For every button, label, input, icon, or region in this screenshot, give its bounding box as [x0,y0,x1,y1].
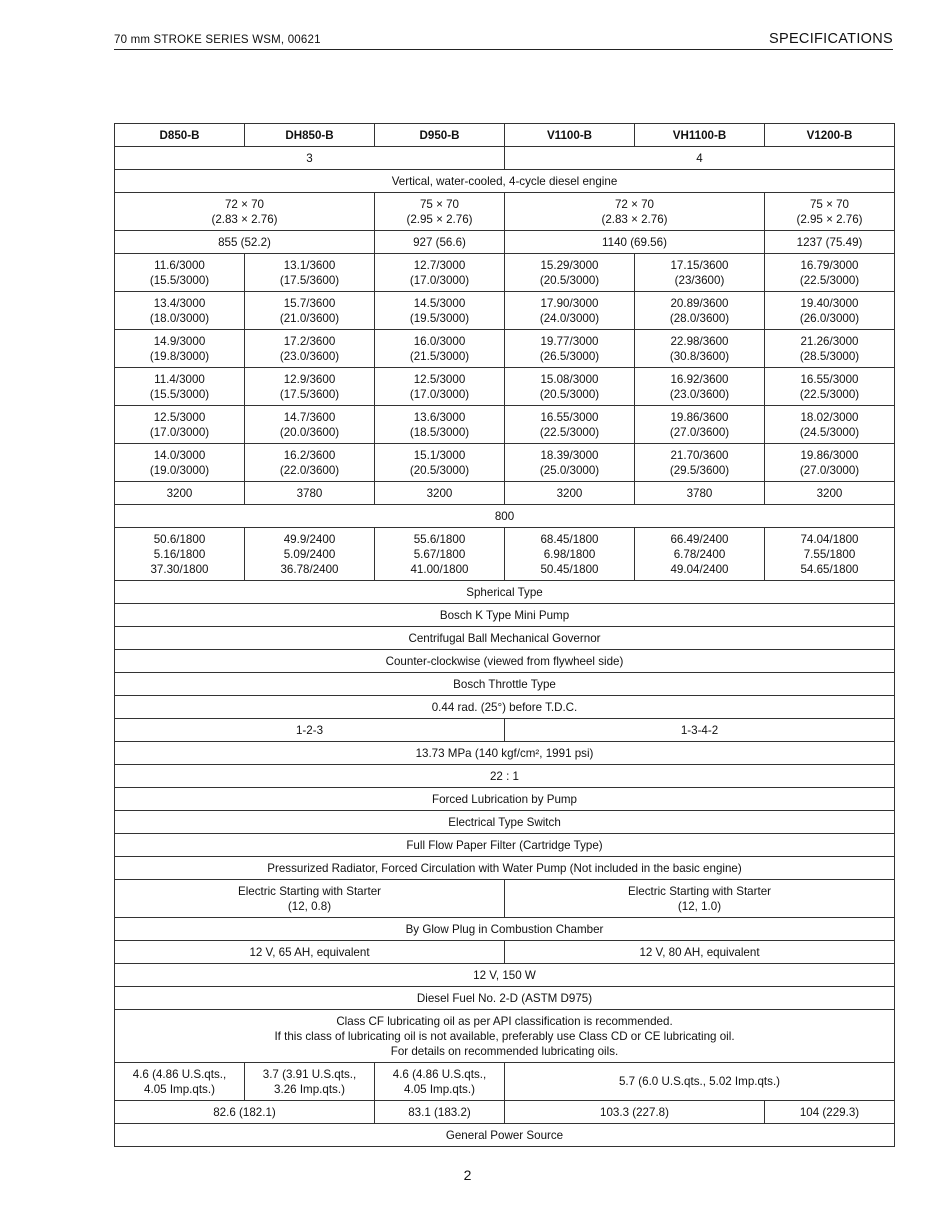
injection-timing-row [115,696,895,719]
battery-row [115,941,895,964]
power-cell: 19.86/3000 (27.0/3000) [765,444,895,482]
torque-cell: 49.9/2400 5.09/2400 36.78/2400 [245,528,375,581]
max-speed-row [115,482,895,505]
idle-speed-row [115,505,895,528]
governor-cell: Centrifugal Ball Mechanical Governor [115,627,895,650]
bore-stroke-cell: 75 × 70 (2.95 × 2.76) [375,193,505,231]
oil-capacity-row [115,1063,895,1101]
injection-nozzle-cell: Bosch Throttle Type [115,673,895,696]
power-cell: 12.9/3600 (17.5/3600) [245,368,375,406]
power-cell: 16.0/3000 (21.5/3000) [375,330,505,368]
governor-row [115,627,895,650]
lube-oil-row [115,1010,895,1063]
preheating-row [115,918,895,941]
power-cell: 15.08/3000 (20.5/3000) [505,368,635,406]
application-cell: General Power Source [115,1124,895,1147]
combustion-chamber-row [115,581,895,604]
model-v1100b-header: V1100-B [505,124,635,147]
max-speed-cell: 3200 [375,482,505,505]
power-cell: 14.9/3000 (19.8/3000) [115,330,245,368]
power-cell: 14.0/3000 (19.0/3000) [115,444,245,482]
displacement-cell: 1140 (69.56) [505,231,765,254]
power-cell: 13.1/3600 (17.5/3600) [245,254,375,292]
starting-cell: Electric Starting with Starter (12, 1.0) [505,880,895,918]
oil-pressure-indication-cell: Electrical Type Switch [115,811,895,834]
max-speed-cell: 3780 [635,482,765,505]
power-cell: 17.15/3600 (23/3600) [635,254,765,292]
weight-cell: 83.1 (183.2) [375,1101,505,1124]
power-cell: 11.6/3000 (15.5/3000) [115,254,245,292]
torque-cell: 50.6/1800 5.16/1800 37.30/1800 [115,528,245,581]
starting-row [115,880,895,918]
power-cell: 19.77/3000 (26.5/3000) [505,330,635,368]
power-cell: 16.2/3600 (22.0/3600) [245,444,375,482]
fuel-cell: Diesel Fuel No. 2-D (ASTM D975) [115,987,895,1010]
max-speed-cell: 3200 [765,482,895,505]
specifications-table [114,123,895,1147]
injection-pressure-row [115,742,895,765]
firing-order-cell: 1-2-3 [115,719,505,742]
power-cell: 21.26/3000 (28.5/3000) [765,330,895,368]
page-number: 2 [463,1167,472,1183]
oil-capacity-cell: 4.6 (4.86 U.S.qts., 4.05 Imp.qts.) [115,1063,245,1101]
max-speed-cell: 3200 [505,482,635,505]
model-dh850b-header: DH850-B [245,124,375,147]
power-cell: 12.7/3000 (17.0/3000) [375,254,505,292]
power-cell: 18.39/3000 (25.0/3000) [505,444,635,482]
bore-stroke-cell: 72 × 70 (2.83 × 2.76) [115,193,375,231]
lube-filter-cell: Full Flow Paper Filter (Cartridge Type) [115,834,895,857]
displacement-cell: 855 (52.2) [115,231,375,254]
power-cell: 16.79/3000 (22.5/3000) [765,254,895,292]
power-cell: 16.55/3000 (22.5/3000) [505,406,635,444]
model-d850b-header: D850-B [115,124,245,147]
combustion-chamber-cell: Spherical Type [115,581,895,604]
lubrication-row [115,788,895,811]
torque-row [115,528,895,581]
power-cell: 12.5/3000 (17.0/3000) [375,368,505,406]
injection-pressure-cell: 13.73 MPa (140 kgf/cm², 1991 psi) [115,742,895,765]
preheating-cell: By Glow Plug in Combustion Chamber [115,918,895,941]
power-cell: 12.5/3000 (17.0/3000) [115,406,245,444]
battery-cell: 12 V, 65 AH, equivalent [115,941,505,964]
torque-cell: 55.6/1800 5.67/1800 41.00/1800 [375,528,505,581]
oil-capacity-cell: 5.7 (6.0 U.S.qts., 5.02 Imp.qts.) [505,1063,895,1101]
idle-speed-cell: 800 [115,505,895,528]
firing-order-cell: 1-3-4-2 [505,719,895,742]
cylinders-4-cell: 4 [505,147,895,170]
fuel-row [115,987,895,1010]
max-speed-cell: 3780 [245,482,375,505]
displacement-cell: 927 (56.6) [375,231,505,254]
bore-stroke-row [115,193,895,231]
displacement-cell: 1237 (75.49) [765,231,895,254]
header-section-title: SPECIFICATIONS [769,31,893,47]
lube-oil-cell: Class CF lubricating oil as per API classification is recommended. If this class of lubricating oil is not available, preferably use Class CD or CE lubricating oil. For details on recommended lubricating oils. [115,1010,895,1063]
bore-stroke-cell: 72 × 70 (2.83 × 2.76) [505,193,765,231]
battery-cell: 12 V, 80 AH, equivalent [505,941,895,964]
engine-type-row [115,170,895,193]
torque-cell: 66.49/2400 6.78/2400 49.04/2400 [635,528,765,581]
fuel-pump-row [115,604,895,627]
weight-cell: 103.3 (227.8) [505,1101,765,1124]
power-cell: 19.40/3000 (26.0/3000) [765,292,895,330]
power-cell: 17.2/3600 (23.0/3600) [245,330,375,368]
power-row-1 [115,254,895,292]
firing-order-row [115,719,895,742]
header-series-title: 70 mm STROKE SERIES WSM, 00621 [114,34,321,46]
power-cell: 16.92/3600 (23.0/3600) [635,368,765,406]
power-row-6 [115,444,895,482]
power-cell: 11.4/3000 (15.5/3000) [115,368,245,406]
lube-filter-row [115,834,895,857]
power-cell: 17.90/3000 (24.0/3000) [505,292,635,330]
injection-timing-cell: 0.44 rad. (25°) before T.D.C. [115,696,895,719]
starting-cell: Electric Starting with Starter (12, 0.8) [115,880,505,918]
lubrication-cell: Forced Lubrication by Pump [115,788,895,811]
oil-capacity-cell: 3.7 (3.91 U.S.qts., 3.26 Imp.qts.) [245,1063,375,1101]
alternator-cell: 12 V, 150 W [115,964,895,987]
displacement-row [115,231,895,254]
oil-capacity-cell: 4.6 (4.86 U.S.qts., 4.05 Imp.qts.) [375,1063,505,1101]
cylinders-row [115,147,895,170]
power-cell: 21.70/3600 (29.5/3600) [635,444,765,482]
weight-row [115,1101,895,1124]
model-v1200b-header: V1200-B [765,124,895,147]
injection-nozzle-row [115,673,895,696]
power-cell: 14.7/3600 (20.0/3600) [245,406,375,444]
power-cell: 15.1/3000 (20.5/3000) [375,444,505,482]
header-rule [114,49,893,50]
power-cell: 14.5/3000 (19.5/3000) [375,292,505,330]
max-speed-cell: 3200 [115,482,245,505]
engine-type-cell: Vertical, water-cooled, 4-cycle diesel engine [115,170,895,193]
model-d950b-header: D950-B [375,124,505,147]
power-row-3 [115,330,895,368]
model-vh1100b-header: VH1100-B [635,124,765,147]
rotation-cell: Counter-clockwise (viewed from flywheel side) [115,650,895,673]
cylinders-3-cell: 3 [115,147,505,170]
weight-cell: 82.6 (182.1) [115,1101,375,1124]
power-row-4 [115,368,895,406]
rotation-row [115,650,895,673]
power-row-2 [115,292,895,330]
power-cell: 15.7/3600 (21.0/3600) [245,292,375,330]
torque-cell: 68.45/1800 6.98/1800 50.45/1800 [505,528,635,581]
power-cell: 20.89/3600 (28.0/3600) [635,292,765,330]
alternator-row [115,964,895,987]
power-cell: 18.02/3000 (24.5/3000) [765,406,895,444]
bore-stroke-cell: 75 × 70 (2.95 × 2.76) [765,193,895,231]
cooling-cell: Pressurized Radiator, Forced Circulation with Water Pump (Not included in the basic engine) [115,857,895,880]
power-cell: 22.98/3600 (30.8/3600) [635,330,765,368]
oil-pressure-indication-row [115,811,895,834]
power-row-5 [115,406,895,444]
application-row [115,1124,895,1147]
table-header-row [115,124,895,147]
power-cell: 15.29/3000 (20.5/3000) [505,254,635,292]
compression-ratio-cell: 22 : 1 [115,765,895,788]
weight-cell: 104 (229.3) [765,1101,895,1124]
cooling-row [115,857,895,880]
power-cell: 16.55/3000 (22.5/3000) [765,368,895,406]
power-cell: 13.6/3000 (18.5/3000) [375,406,505,444]
fuel-pump-cell: Bosch K Type Mini Pump [115,604,895,627]
torque-cell: 74.04/1800 7.55/1800 54.65/1800 [765,528,895,581]
compression-ratio-row [115,765,895,788]
power-cell: 19.86/3600 (27.0/3600) [635,406,765,444]
power-cell: 13.4/3000 (18.0/3000) [115,292,245,330]
